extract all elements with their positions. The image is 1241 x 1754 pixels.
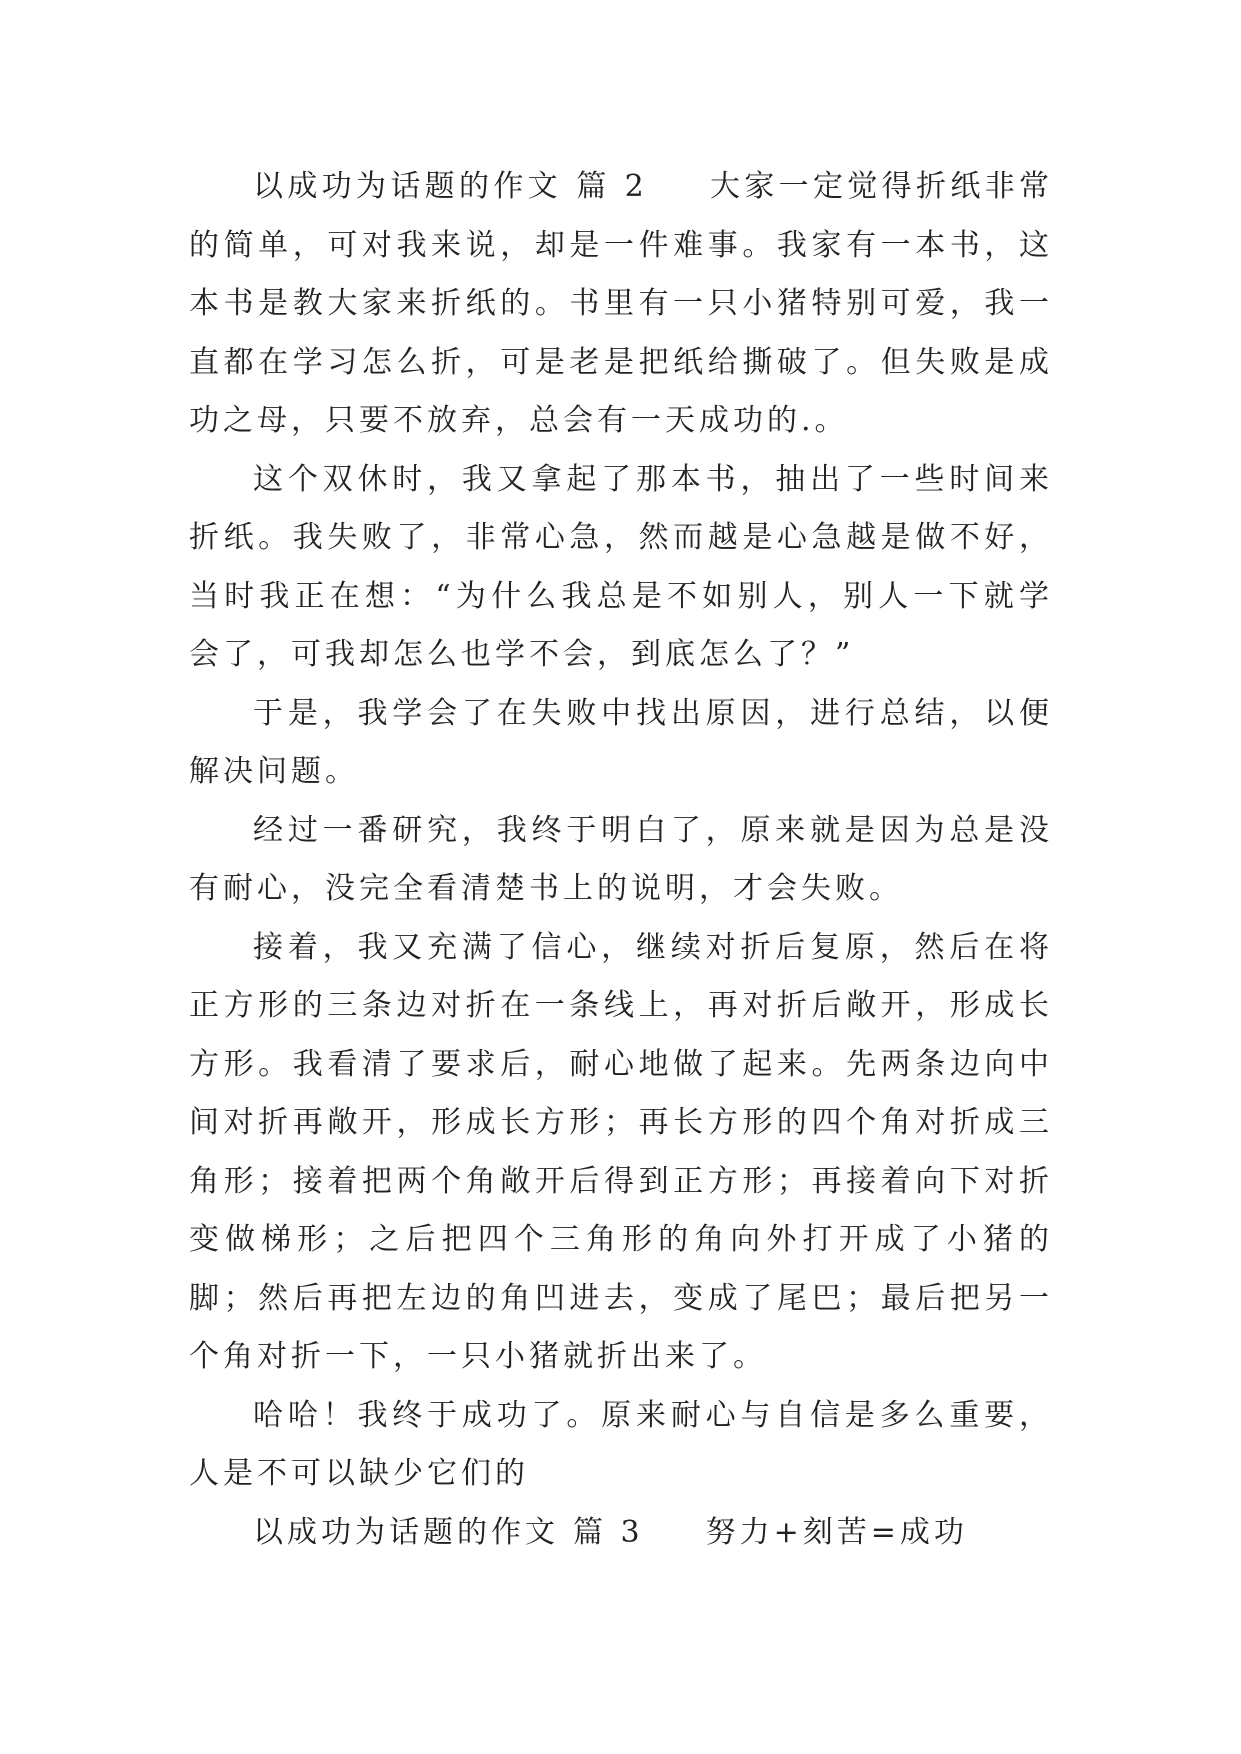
- paragraph: 经过一番研究，我终于明白了，原来就是因为总是没有耐心，没完全看清楚书上的说明，才会失败。: [189, 812, 1053, 906]
- section-2-number: 篇 2: [576, 169, 648, 204]
- paragraph: 接着，我又充满了信心，继续对折后复原，然后在将正方形的三条边对折在一条线上，再对折后敞开，形成长方形。我看清了要求后，耐心地做了起来。先两条边向中间对折再敞开，形成长方形；再长方形的四个角对折成三角形；接着把两个角敞开后得到正方形；再接着向下对折变做梯形；之后把四个三角形的角向外打开成了小猪的脚；然后再把左边的角凹进去，变成了尾巴；最后把另一个角对折一下，一只小猪就折出来了。: [189, 929, 1053, 1374]
- section-3-heading-line: [189, 1504, 1053, 1563]
- section-3-number: 篇 3: [573, 1514, 644, 1550]
- paragraph: 哈哈！我终于成功了。原来耐心与自信是多么重要，人是不可以缺少它们的: [189, 1397, 1053, 1491]
- paragraph: 于是，我学会了在失败中找出原因，进行总结，以便解决问题。: [189, 695, 1053, 789]
- section-2-intro: [189, 158, 1053, 451]
- section-3-heading: 以成功为话题的作文: [253, 1514, 559, 1550]
- section-3-title: 努力+刻苦=成功: [705, 1514, 968, 1550]
- section-2-heading: 以成功为话题的作文: [253, 169, 563, 204]
- essay-body: [189, 158, 1053, 1562]
- section-2-first-paragraph: 大家一定觉得折纸非常的简单，可对我来说，却是一件难事。我家有一本书，这本书是教大家来折纸的。书里有一只小猪特别可爱，我一直都在学习怎么折，可是老是把纸给撕破了。但失败是成功之母，只要不放弃，总会有一天成功的.。: [189, 169, 1054, 438]
- paragraph: 这个双休时，我又拿起了那本书，抽出了一些时间来折纸。我失败了，非常心急，然而越是心急越是做不好，当时我正在想：“为什么我总是不如别人，别人一下就学会了，可我却怎么也学不会，到底怎么了？”: [189, 461, 1053, 672]
